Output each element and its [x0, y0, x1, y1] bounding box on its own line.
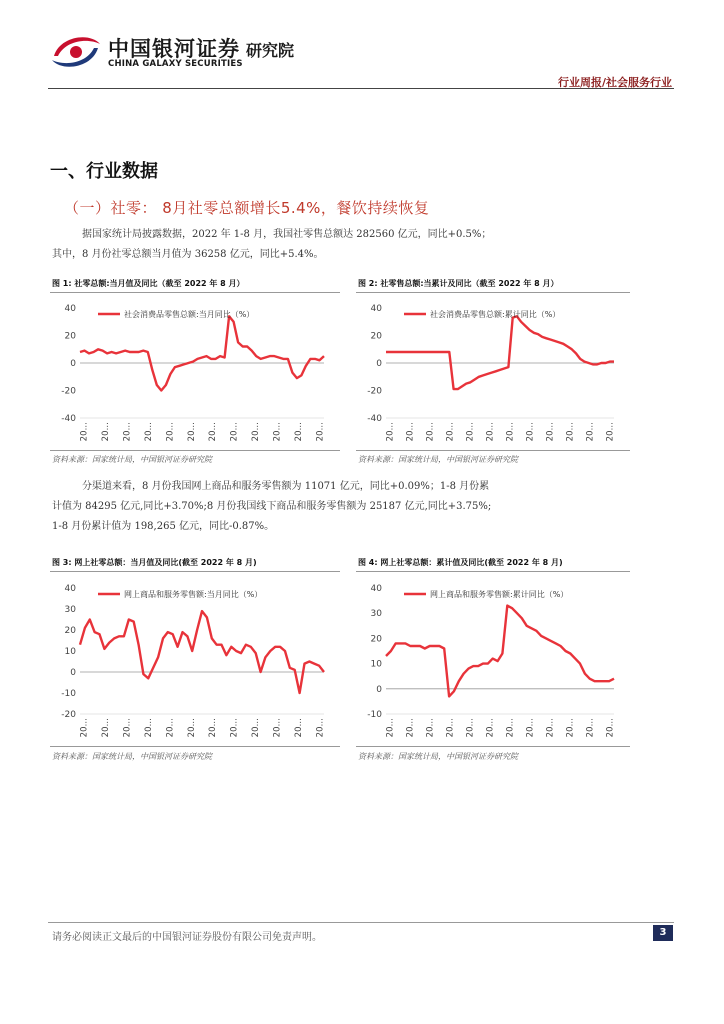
subsection-title: （一）社零： 8月社零总额增长5.4%，餐饮持续恢复	[64, 199, 430, 217]
x-tick-label: 20…	[315, 422, 326, 442]
paragraph-2-line-2: 计值为 84295 亿元,同比+3.70%;8 月份我国线下商品和服务零售额为 25187 亿元,同比+3.75%;	[52, 501, 492, 512]
x-tick-label: 20…	[79, 422, 90, 442]
x-tick-label: 20…	[208, 718, 219, 738]
y-tick-label: -20	[367, 386, 382, 397]
x-tick-label: 20…	[143, 718, 154, 738]
x-tick-label: 20…	[505, 422, 516, 442]
figure-1-caption: 图 1: 社零总额:当月值及同比（截至 2022 年 8 月）	[52, 279, 245, 288]
figure-1-rule	[50, 292, 340, 293]
figure-3-source: 资料来源：国家统计局，中国银河证券研究院	[52, 752, 212, 761]
y-tick-label: 0	[70, 668, 76, 678]
figure-2-bottom-rule	[356, 450, 630, 451]
y-tick-label: 20	[64, 331, 76, 342]
x-tick-label: 20…	[186, 422, 197, 442]
paragraph-2-line-1: 分渠道来看，8 月份我国网上商品和服务零售额为 11071 亿元，同比+0.09%；1-8 月份累	[82, 481, 490, 492]
y-tick-label: 20	[370, 634, 382, 645]
x-tick-label: 20…	[425, 422, 436, 442]
chart-3-series-line	[80, 611, 324, 693]
x-tick-label: 20…	[385, 718, 396, 738]
paragraph-1-line-1: 据国家统计局披露数据，2022 年 1-8 月，我国社零售总额达 282560 亿元，同比+0.5%；	[82, 229, 492, 240]
legend-label: 社会消费品零售总额:当月同比（%）	[124, 310, 255, 319]
x-tick-label: 20…	[294, 422, 305, 442]
y-tick-label: -20	[61, 710, 76, 720]
x-tick-label: 20…	[294, 718, 305, 738]
y-tick-label: -10	[61, 689, 76, 699]
x-tick-label: 20…	[465, 422, 476, 442]
x-tick-label: 20…	[425, 718, 436, 738]
x-tick-label: 20…	[186, 718, 197, 738]
x-tick-label: 20…	[605, 718, 616, 738]
x-tick-label: 20…	[165, 718, 176, 738]
x-tick-label: 20…	[251, 718, 262, 738]
chart-4	[356, 578, 630, 742]
x-tick-label: 20…	[485, 718, 496, 738]
y-tick-label: 0	[376, 359, 382, 369]
legend-label: 社会消费品零售总额:累计同比（%）	[430, 310, 561, 319]
x-tick-label: 20…	[251, 422, 262, 442]
x-tick-label: 20…	[405, 422, 416, 442]
chart-2	[356, 298, 630, 446]
y-tick-label: -20	[61, 386, 76, 397]
x-tick-label: 20…	[445, 718, 456, 738]
y-tick-label: 10	[370, 659, 382, 670]
section-title: 一、行业数据	[50, 161, 158, 182]
x-tick-label: 20…	[565, 422, 576, 442]
y-tick-label: 40	[64, 584, 76, 594]
x-tick-label: 20…	[485, 422, 496, 442]
chart-3	[50, 578, 340, 742]
footer-divider	[48, 922, 674, 923]
x-tick-label: 20…	[545, 422, 556, 442]
institute-label: 研究院	[246, 41, 295, 60]
x-tick-label: 20…	[143, 422, 154, 442]
figure-2-caption: 图 2: 社零售总额:当累计及同比（截至 2022 年 8 月）	[358, 279, 559, 288]
x-tick-label: 20…	[525, 718, 536, 738]
x-tick-label: 20…	[208, 422, 219, 442]
figure-3-caption: 图 3: 网上社零总额：当月值及同比(截至 2022 年 8 月)	[52, 558, 257, 567]
figure-1-source: 资料来源：国家统计局，中国银河证券研究院	[52, 455, 212, 464]
figure-4-rule	[356, 571, 630, 572]
y-tick-label: 20	[370, 331, 382, 342]
galaxy-logo-icon	[48, 30, 104, 74]
figure-1-bottom-rule	[50, 450, 340, 451]
x-tick-label: 20…	[79, 718, 90, 738]
logo-chinese-name: 中国银河证券	[108, 37, 240, 61]
x-tick-label: 20…	[272, 718, 283, 738]
y-tick-label: 0	[376, 684, 382, 695]
legend-label: 网上商品和服务零售额:累计同比（%）	[430, 590, 569, 599]
y-tick-label: 10	[64, 647, 76, 657]
figure-4-bottom-rule	[356, 746, 630, 747]
paragraph-2-line-3: 1-8 月份累计值为 198,265 亿元，同比-0.87%。	[52, 521, 275, 532]
report-category: 行业周报/社会服务行业	[557, 76, 672, 89]
chart-2-series-line	[386, 316, 614, 389]
x-tick-label: 20…	[100, 718, 111, 738]
x-tick-label: 20…	[545, 718, 556, 738]
x-tick-label: 20…	[122, 422, 133, 442]
y-tick-label: 40	[370, 584, 382, 594]
figure-3-bottom-rule	[50, 746, 340, 747]
y-tick-label: -40	[61, 414, 76, 424]
x-tick-label: 20…	[122, 718, 133, 738]
y-tick-label: -10	[367, 710, 382, 720]
x-tick-label: 20…	[315, 718, 326, 738]
y-tick-label: 40	[370, 304, 382, 314]
x-tick-label: 20…	[465, 718, 476, 738]
x-tick-label: 20…	[525, 422, 536, 442]
logo-english-name: CHINA GALAXY SECURITIES	[108, 59, 243, 69]
y-tick-label: 40	[64, 304, 76, 314]
chart-1	[50, 298, 340, 446]
x-tick-label: 20…	[505, 718, 516, 738]
figure-3-rule	[50, 571, 340, 572]
x-tick-label: 20…	[229, 422, 240, 442]
figure-2-rule	[356, 292, 630, 293]
y-tick-label: 0	[70, 359, 76, 369]
figure-4-caption: 图 4: 网上社零总额：累计值及同比(截至 2022 年 8 月)	[358, 558, 563, 567]
paragraph-1-line-2: 其中，8 月份社零总额当月值为 36258 亿元，同比+5.4%。	[52, 249, 324, 260]
figure-2-source: 资料来源：国家统计局，中国银河证券研究院	[358, 455, 518, 464]
x-tick-label: 20…	[165, 422, 176, 442]
x-tick-label: 20…	[229, 718, 240, 738]
x-tick-label: 20…	[385, 422, 396, 442]
x-tick-label: 20…	[605, 422, 616, 442]
x-tick-label: 20…	[100, 422, 111, 442]
y-tick-label: 20	[64, 626, 76, 636]
chart-1-series-line	[80, 316, 324, 390]
y-tick-label: 30	[370, 609, 382, 620]
figure-4-source: 资料来源：国家统计局，中国银河证券研究院	[358, 752, 518, 761]
footer-disclaimer: 请务必阅读正文最后的中国银河证券股份有限公司免责声明。	[52, 932, 322, 943]
x-tick-label: 20…	[272, 422, 283, 442]
x-tick-label: 20…	[445, 422, 456, 442]
x-tick-label: 20…	[405, 718, 416, 738]
legend-label: 网上商品和服务零售额:当月同比（%）	[124, 590, 263, 599]
x-tick-label: 20…	[585, 422, 596, 442]
y-tick-label: -40	[367, 414, 382, 424]
x-tick-label: 20…	[565, 718, 576, 738]
page-number: 3	[653, 925, 673, 941]
chart-4-series-line	[386, 606, 614, 697]
x-tick-label: 20…	[585, 718, 596, 738]
y-tick-label: 30	[64, 605, 76, 615]
header-divider	[48, 88, 674, 89]
